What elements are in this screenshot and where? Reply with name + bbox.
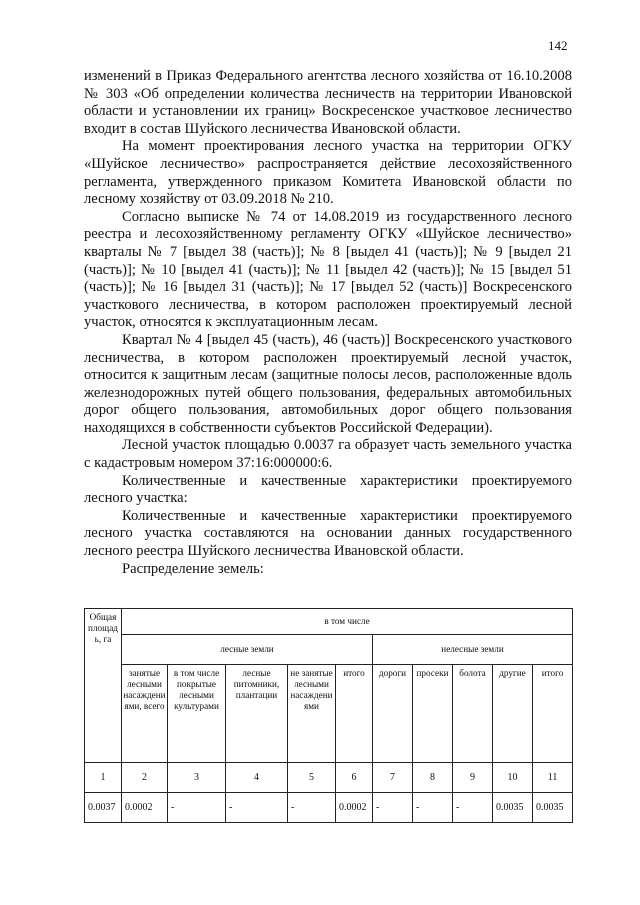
forest-lands-header: лесные земли xyxy=(122,635,373,665)
column-number: 3 xyxy=(168,763,226,793)
paragraph-8: Распределение земель: xyxy=(122,560,264,577)
table-cell: - xyxy=(226,793,288,823)
paragraph-7: Количественные и качественные характеристики проектируемого лесного участка составляются на основании данных государственного лесного реестра Шуйского лесничества Ивановской области. xyxy=(84,507,572,560)
table-cell: - xyxy=(288,793,336,823)
paragraph-6: Количественные и качественные характеристики проектируемого лесного участка: xyxy=(84,472,572,507)
paragraph-4: Квартал № 4 [выдел 45 (часть), 46 (часть)] Воскресенского участкового лесничества, в котором расположен проектируемый лесной участок, относится к защитным лесам (защитные полосы лесов, расположенные вдоль железнодорожных путей общего пользования, федеральных автомобильных дорог общего пользования, автомобильных дорог общего пользования находящихся в собственности субъектов Российской Федерации). xyxy=(84,331,572,436)
document-body xyxy=(84,68,572,578)
column-number: 9 xyxy=(453,763,493,793)
col-header: другие xyxy=(493,665,533,763)
col-header: дороги xyxy=(373,665,413,763)
table-cell: 0.0035 xyxy=(533,793,573,823)
col-header: занятые лесными насаждениями, всего xyxy=(122,665,168,763)
col-header: не занятые лесными насаждениями xyxy=(288,665,336,763)
column-number: 1 xyxy=(85,763,122,793)
col-header: итого xyxy=(336,665,373,763)
column-number: 2 xyxy=(122,763,168,793)
column-number: 8 xyxy=(413,763,453,793)
col-header: лесные питомники, плантации xyxy=(226,665,288,763)
table-cell: 0.0002 xyxy=(122,793,168,823)
column-number: 11 xyxy=(533,763,573,793)
header-row-2 xyxy=(85,635,573,665)
column-number-row xyxy=(85,763,573,793)
paragraph-1: изменений в Приказ Федерального агентства лесного хозяйства от 16.10.2008 № 303 «Об определении количества лесничеств на территории Ивановской области и установлении их границ» Воскресенское участковое лесничество входит в состав Шуйского лесничества Ивановской области. xyxy=(84,68,572,137)
col-header: болота xyxy=(453,665,493,763)
col-header: в том числе покрытые лесными культурами xyxy=(168,665,226,763)
column-number: 5 xyxy=(288,763,336,793)
table-cell: - xyxy=(168,793,226,823)
table-cell: - xyxy=(373,793,413,823)
land-distribution-table xyxy=(84,608,573,823)
header-row-1 xyxy=(85,609,573,635)
column-number: 10 xyxy=(493,763,533,793)
col-header: просеки xyxy=(413,665,453,763)
page-number: 142 xyxy=(548,38,568,53)
table-cell: 0.0035 xyxy=(493,793,533,823)
paragraph-3: Согласно выписке № 74 от 14.08.2019 из государственного лесного реестра и лесохозяйственному регламенту ОГКУ «Шуйское лесничество» кварталы № 7 [выдел 38 (часть)]; № 8 [выдел 41 (часть)]; № 9 [выдел 21 (часть)]; № 10 [выдел 41 (часть)]; № 11 [выдел 42 (часть)]; № 15 [выдел 51 (часть)]; № 16 [выдел 31 (часть)]; № 17 [выдел 52 (часть)] Воскресенского участкового лесничества, в котором расположен проектируемый лесной участок, относятся к эксплуатационным лесам. xyxy=(84,208,572,331)
table-cell: - xyxy=(413,793,453,823)
table-cell: 0.0002 xyxy=(336,793,373,823)
table-row xyxy=(85,793,573,823)
nonforest-lands-header: нелесные земли xyxy=(373,635,573,665)
table-cell: - xyxy=(453,793,493,823)
col-header: итого xyxy=(533,665,573,763)
column-number: 4 xyxy=(226,763,288,793)
paragraph-2: На момент проектирования лесного участка на территории ОГКУ «Шуйское лесничество» распространяется действие лесохозяйственного регламента, утвержденного приказом Комитета Ивановской области по лесному хозяйству от 03.09.2018 № 210. xyxy=(84,138,572,208)
total-area-header: Общая площадь, га xyxy=(85,609,122,763)
header-row-3 xyxy=(85,665,573,763)
including-header: в том числе xyxy=(122,609,573,635)
table-cell: 0.0037 xyxy=(85,793,122,823)
column-number: 6 xyxy=(336,763,373,793)
column-number: 7 xyxy=(373,763,413,793)
paragraph-5: Лесной участок площадью 0.0037 га образует часть земельного участка с кадастровым номером 37:16:000000:6. xyxy=(84,437,572,472)
